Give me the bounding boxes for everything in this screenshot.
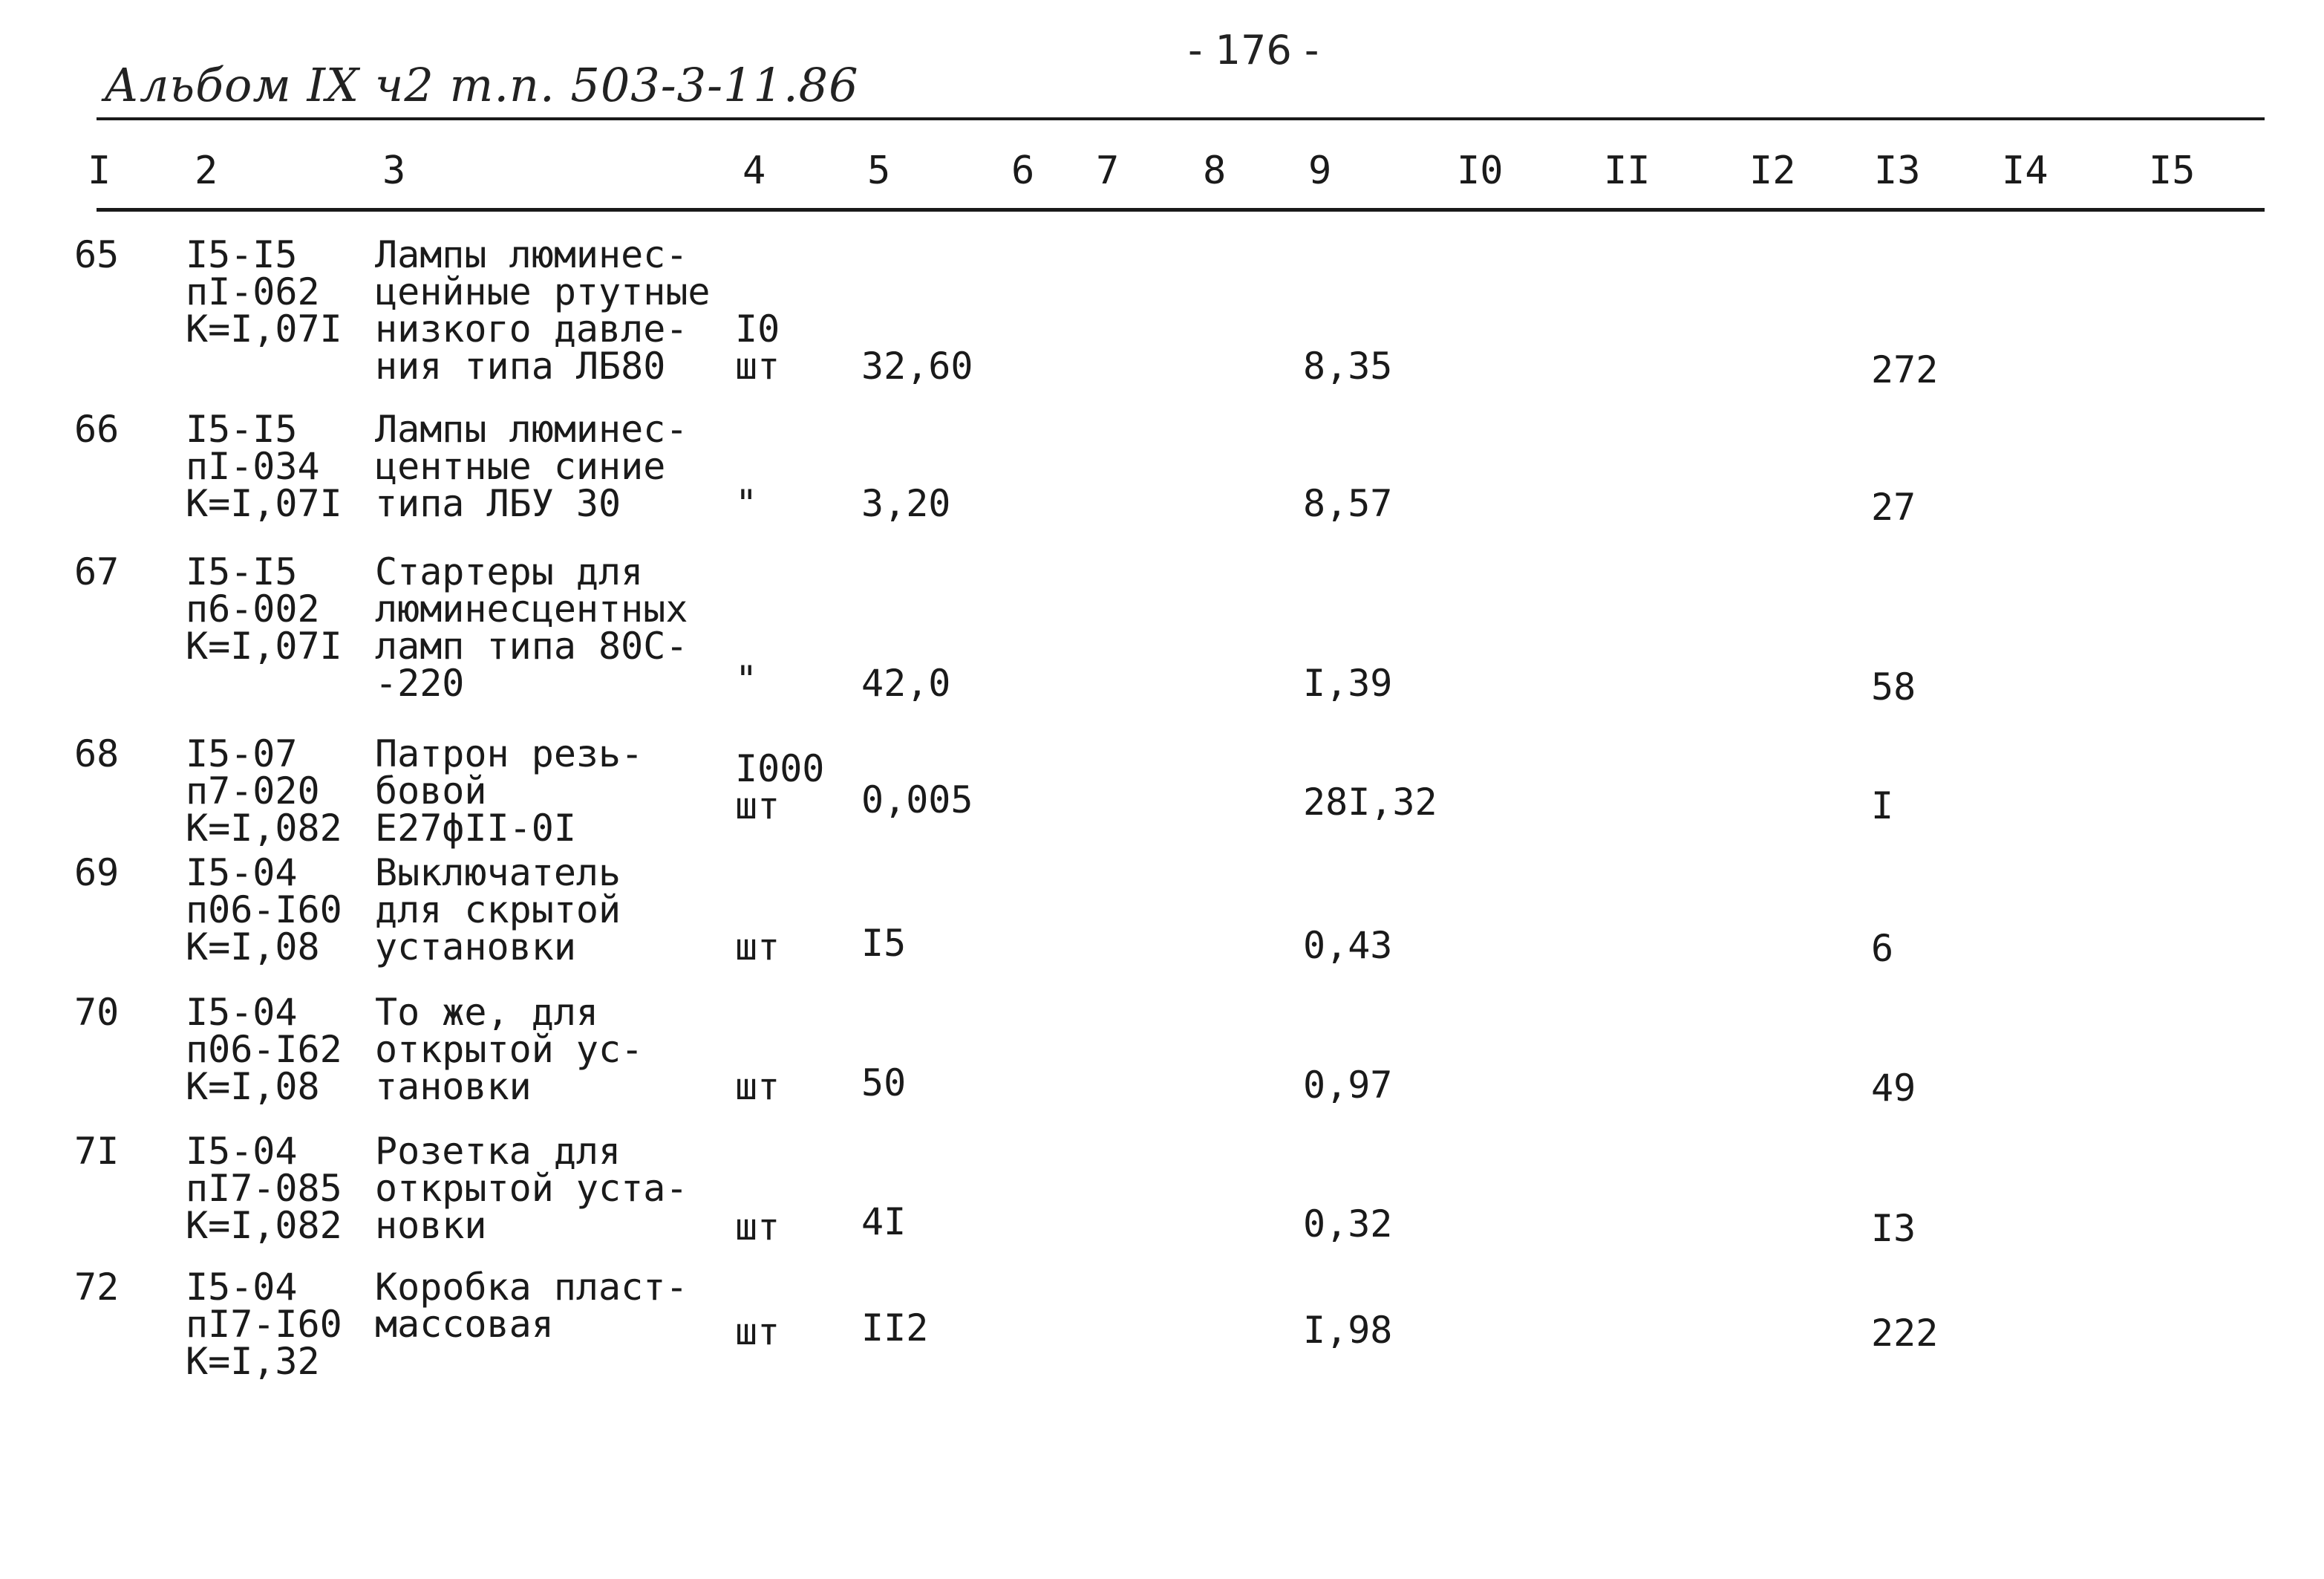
row-number: 65 [74, 233, 120, 276]
page-number: - 176 - [1188, 27, 1319, 74]
column-header: I2 [1749, 149, 1796, 193]
unit-price: I,98 [1303, 1309, 1393, 1352]
item-name: Лампы люминес- центные синие типа ЛБУ 30 [375, 408, 688, 525]
item-name: Стартеры для люминесцентных ламп типа 80С- -220 [375, 550, 688, 705]
total: 272 [1871, 348, 1939, 391]
quantity: 50 [861, 1061, 907, 1104]
unit-price: 8,35 [1303, 345, 1393, 388]
unit-price: 8,57 [1303, 482, 1393, 525]
total: 58 [1871, 665, 1916, 709]
unit: " [735, 482, 758, 525]
column-header: 3 [382, 149, 406, 193]
item-name: Коробка пласт- массовая [375, 1266, 688, 1346]
unit: I0 шт [735, 307, 780, 388]
column-header: I0 [1457, 149, 1504, 193]
item-name: То же, для открытой ус- тановки [375, 991, 644, 1108]
column-header: 9 [1308, 149, 1332, 193]
unit: шт [735, 925, 780, 968]
total: 6 [1871, 927, 1894, 970]
unit-price: 28I,32 [1303, 781, 1437, 824]
total: 27 [1871, 486, 1916, 529]
top-rule [97, 117, 2265, 120]
unit: шт [735, 1065, 780, 1108]
column-header: 4 [742, 149, 766, 193]
column-header: 5 [867, 149, 891, 193]
album-reference: Альбом IX ч2 т.п. 503-3-11.86 [104, 58, 859, 112]
unit-price: 0,32 [1303, 1202, 1393, 1246]
quantity: 0,005 [861, 778, 973, 821]
unit: шт [735, 1310, 780, 1353]
rate-code: I5-04 п06-I62 K=I,08 [186, 991, 342, 1108]
row-number: 72 [74, 1266, 120, 1309]
item-name: Лампы люминес- ценйные ртутные низкого давле- ния типа ЛБ80 [375, 233, 711, 388]
row-number: 7I [74, 1130, 120, 1173]
quantity: I5 [861, 922, 907, 965]
rate-code: I5-I5 пI-034 K=I,07I [186, 408, 342, 525]
quantity: II2 [861, 1306, 929, 1350]
row-number: 68 [74, 732, 120, 775]
item-name: Патрон резь- бовой Е27фII-0I [375, 732, 644, 850]
unit: " [735, 658, 758, 701]
unit: шт [735, 1205, 780, 1248]
total: I [1871, 784, 1894, 827]
rate-code: I5-04 п06-I60 K=I,08 [186, 851, 342, 968]
rate-code: I5-I5 п6-002 K=I,07I [186, 550, 342, 668]
column-header: I3 [1874, 149, 1921, 193]
rate-code: I5-I5 пI-062 K=I,07I [186, 233, 342, 351]
item-name: Розетка для открытой уста- новки [375, 1130, 688, 1247]
unit-price: 0,97 [1303, 1064, 1393, 1107]
row-number: 70 [74, 991, 120, 1034]
rate-code: I5-04 пI7-085 K=I,082 [186, 1130, 342, 1247]
row-number: 66 [74, 408, 120, 451]
item-name: Выключатель для скрытой установки [375, 851, 621, 968]
quantity: 42,0 [861, 662, 951, 705]
rate-code: I5-07 п7-020 K=I,082 [186, 732, 342, 850]
quantity: 4I [861, 1200, 907, 1243]
quantity: 32,60 [861, 345, 973, 388]
unit-price: I,39 [1303, 662, 1393, 705]
column-header: 7 [1096, 149, 1120, 193]
total: 222 [1871, 1312, 1939, 1355]
unit: I000 шт [735, 747, 825, 827]
row-number: 69 [74, 851, 120, 894]
column-header: 6 [1011, 149, 1035, 193]
unit-price: 0,43 [1303, 924, 1393, 967]
total: I3 [1871, 1207, 1916, 1250]
total: 49 [1871, 1067, 1916, 1110]
column-header: II [1604, 149, 1651, 193]
quantity: 3,20 [861, 482, 951, 525]
row-number: 67 [74, 550, 120, 593]
column-header: I4 [2002, 149, 2049, 193]
header-rule [97, 208, 2265, 212]
column-header: I [88, 149, 111, 193]
column-header: 2 [195, 149, 218, 193]
column-header: 8 [1203, 149, 1227, 193]
rate-code: I5-04 пI7-I60 K=I,32 [186, 1266, 342, 1383]
column-header: I5 [2149, 149, 2196, 193]
